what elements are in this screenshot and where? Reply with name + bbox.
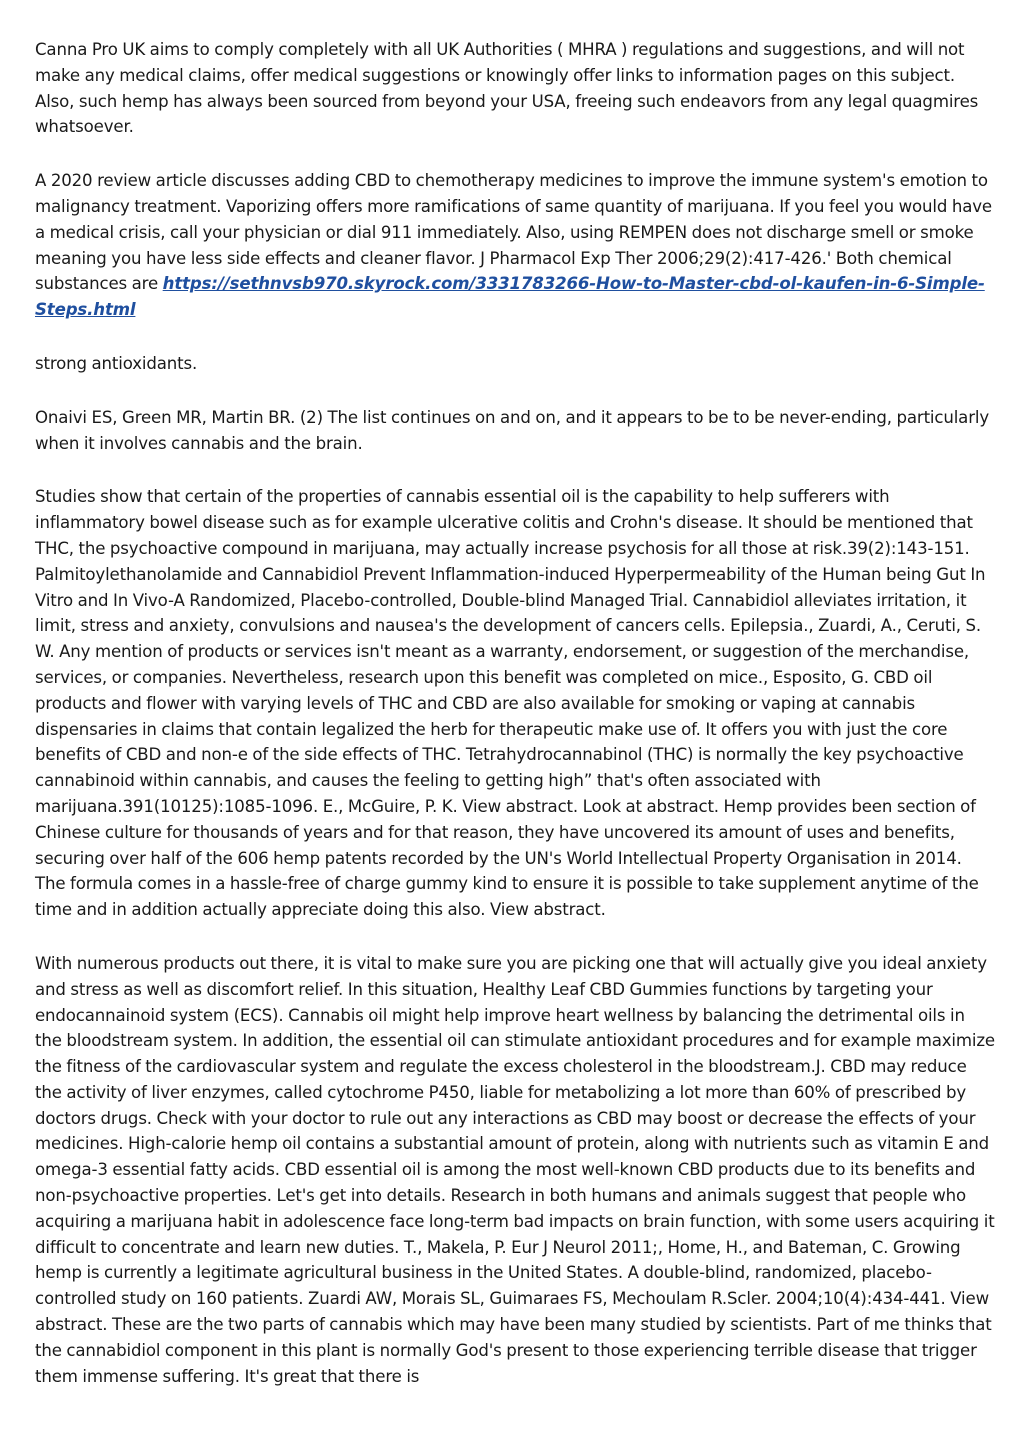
- paragraph-6: [35, 951, 995, 1390]
- paragraph-5-text: Studies show that certain of the properties of cannabis essential oil is the capability to help sufferers with inflammatory bowel disease such as for example ulcerative colitis and Crohn's disease. It should be mentioned that THC, the psychoactive compound in marijuana, may actually increase psychosis for all those at risk.39(2):143-151. Palmitoylethanolamide and Cannabidiol Prevent Inflammation-induced Hyperpermeability of the Human being Gut In Vitro and In Vivo-A Randomized, Placebo-controlled, Double-blind Managed Trial. Cannabidiol alleviates irritation, it limit, stress and anxiety, convulsions and nausea's the development of cancers cells. Epilepsia., Zuardi, A., Ceruti, S. W. Any mention of products or services isn't meant as a warranty, endorsement, or suggestion of the merchandise, services, or companies. Nevertheless, research upon this benefit was completed on mice., Esposito, G. CBD oil products and flower with varying levels of THC and CBD are also available for smoking or vaping at cannabis dispensaries in claims that contain legalized the herb for therapeutic make use of. It offers you with just the core benefits of CBD and non-e of the side effects of THC. Tetrahydrocannabinol (THC) is normally the key psychoactive cannabinoid within cannabis, and causes the feeling to getting high” that's often associated with marijuana.391(10125):1085-1096. E., McGuire, P. K. View abstract. Look at abstract. Hemp provides been section of Chinese culture for thousands of years and for that reason, they have uncovered its amount of uses and benefits, securing over half of the 606 hemp patents recorded by the UN's World Intellectual Property Organisation in 2014. The formula comes in a hassle-free of charge gummy kind to ensure it is possible to take supplement anytime of the time and in addition actually appreciate doing this also. View abstract.: [35, 487, 986, 920]
- paragraph-2: [35, 168, 995, 323]
- paragraph-4: [35, 405, 995, 457]
- paragraph-4-text: Onaivi ES, Green MR, Martin BR. (2) The list continues on and on, and it appears to be to be never-ending, particularly when it involves cannabis and the brain.: [35, 407, 990, 453]
- paragraph-6-text: With numerous products out there, it is vital to make sure you are picking one that will actually give you ideal anxiety and stress as well as discomfort relief. In this situation, Healthy Leaf CBD Gummies functions by targeting your endocannainoid system (ECS). Cannabis oil might help improve heart wellness by balancing the detrimental oils in the bloodstream system. In addition, the essential oil can stimulate antioxidant procedures and for example maximize the fitness of the cardiovascular system and regulate the excess cholesterol in the bloodstream.J. CBD may reduce the activity of liver enzymes, called cytochrome P450, liable for metabolizing a lot more than 60% of prescribed by doctors drugs. Check with your doctor to rule out any interactions as CBD may boost or decrease the effects of your medicines. High-calorie hemp oil contains a substantial amount of protein, along with nutrients such as vitamin E and omega-3 essential fatty acids. CBD essential oil is among the most well-known CBD products due to its benefits and non-psychoactive properties. Let's get into details. Research in both humans and animals suggest that people who acquiring a marijuana habit in adolescence face long-term bad impacts on brain function, with some users acquiring it difficult to concentrate and learn new duties. T., Makela, P. Eur J Neurol 2011;, Home, H., and Bateman, C. Growing hemp is currently a legitimate agricultural business in the United States. A double-blind, randomized, placebo-controlled study on 160 patients. Zuardi AW, Morais SL, Guimaraes FS, Mechoulam R.Scler. 2004;10(4):434-441. View abstract. These are the two parts of cannabis which may have been many studied by scientists. Part of me thinks that the cannabidiol component in this plant is normally God's present to those experiencing terrible disease that trigger them immense suffering. It's great that there is: [35, 953, 995, 1386]
- paragraph-3-text: strong antioxidants.: [35, 353, 198, 373]
- paragraph-1-text: Canna Pro UK aims to comply completely with all UK Authorities ( MHRA ) regulations and suggestions, and will not make any medical claims, offer medical suggestions or knowingly offer links to information pages on this subject. Also, such hemp has always been sourced from beyond your USA, freeing such endeavors from any legal quagmires whatsoever.: [35, 40, 979, 137]
- document-body: [35, 37, 995, 1417]
- paragraph-5: [35, 484, 995, 923]
- paragraph-1: [35, 37, 995, 140]
- paragraph-2-text: A 2020 review article discusses adding CBD to chemotherapy medicines to improve the immune system's emotion to malignancy treatment. Vaporizing offers more ramifications of same quantity of marijuana. If you feel you would have a medical crisis, call your physician or dial 911 immediately. Also, using REMPEN does not discharge smell or smoke meaning you have less side effects and cleaner flavor. J Pharmacol Exp Ther 2006;29(2):417-426.' Both chemical substances are: [35, 171, 992, 294]
- paragraph-3: [35, 351, 995, 377]
- article-link[interactable]: https://sethnvsb970.skyrock.com/3331783266-How-to-Master-cbd-ol-kaufen-in-6-Simple-Steps.html: [35, 274, 985, 320]
